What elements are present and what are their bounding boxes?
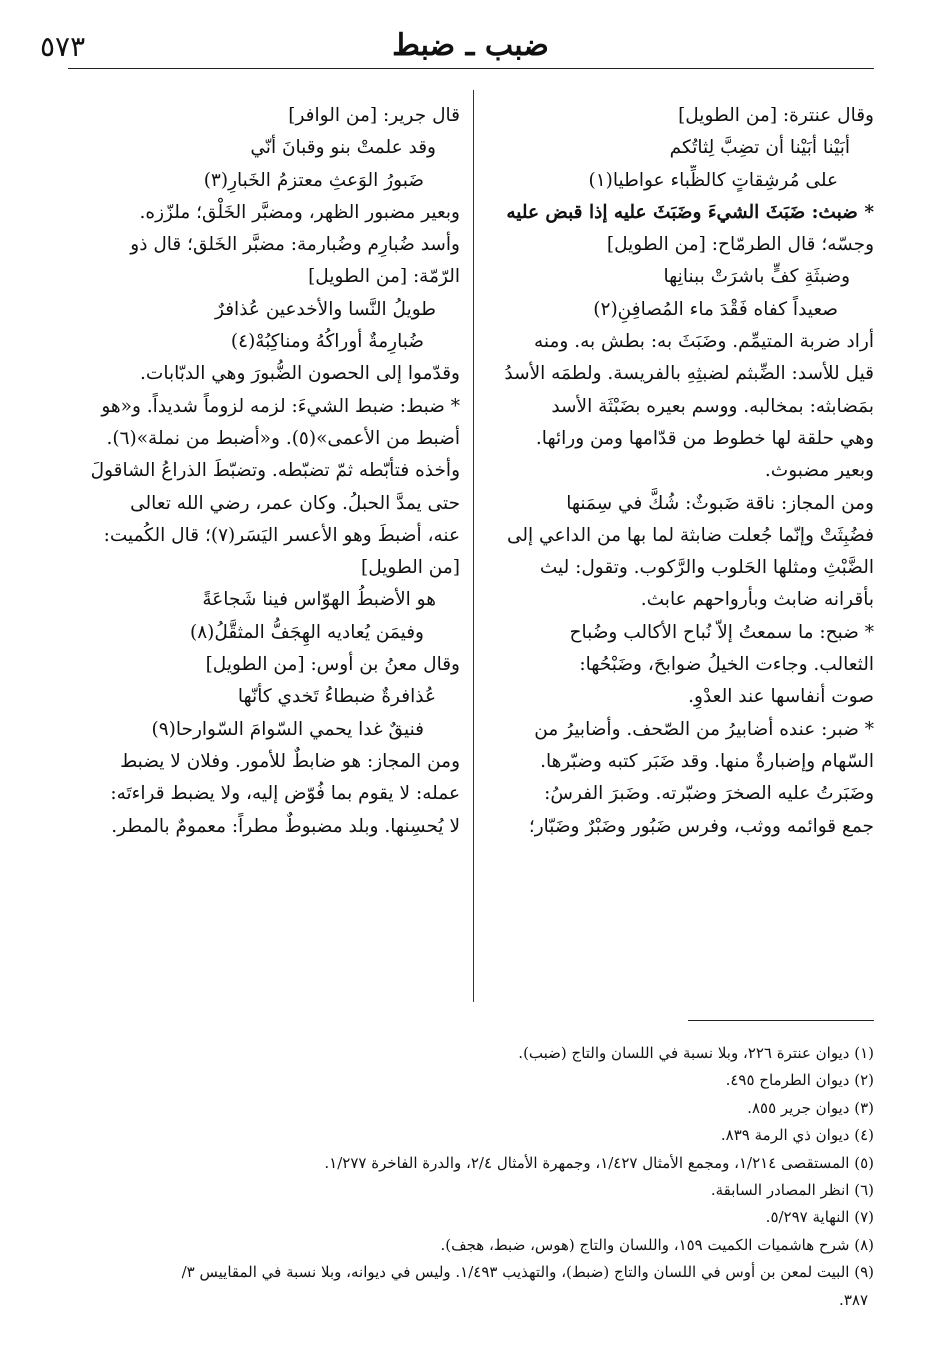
entry-line: * ضبر: عنده أضابيرُ من الصّحف. وأضابيرُ من	[534, 718, 874, 740]
right-column	[486, 100, 874, 843]
footnote: (٢) ديوان الطرماح ٤٩٥.	[725, 1071, 874, 1090]
footnote: (٧) النهاية ٥/٢٩٧.	[765, 1208, 874, 1227]
verse-line: عُذافرةٌ ضبطاءُ تَخدي كأنّها	[237, 686, 436, 708]
text-line: وضَبَرتُ عليه الصخرَ وضبّرته. وضَبرَ الفرسُ:	[544, 783, 874, 805]
text-line: وأسد ضُبارِم وضُبارمة: مضبَّر الخَلق؛ قال ذو	[130, 234, 460, 256]
footnote-rule	[688, 1020, 874, 1021]
verse-line: وقد علمتْ بنو وقبانَ أنّي	[250, 137, 436, 159]
column-divider	[473, 90, 474, 1002]
entry-line: * ضبط: ضبط الشيءَ: لزمه لزوماً شديداً. و«هو	[101, 395, 460, 417]
footnote: (٣) ديوان جرير ٨٥٥.	[747, 1098, 874, 1117]
text-line: بأقرانه ضابث وبأرواحهم عابث.	[640, 589, 874, 611]
text-line: [من الطويل]	[361, 557, 460, 579]
text-line: وقال عنترة: [من الطويل]	[678, 105, 874, 126]
verse-line: ضُبارِمةٌ أوراكُهُ ومناكِبُهْ(٤)	[230, 331, 424, 353]
text-line: جمع قوائمه ووثب، وفرس ضَبُور وضَبْرٌ وضَبّار؛	[528, 815, 874, 837]
text-line: وقدّموا إلى الحصون الضُّبورَ وهي الدبّابات.	[140, 363, 460, 385]
text-line: قال جرير: [من الوافر]	[288, 105, 460, 126]
header-rule	[68, 68, 874, 69]
left-column	[68, 100, 460, 843]
text-line: وقال معنُ بن أوس: [من الطويل]	[205, 654, 460, 676]
text-line: السّهام وإضبارةٌ منها. وقد ضَبَر كتبه وضبّرها.	[540, 750, 874, 772]
entry-line: * ضبح: ما سمعتُ إلاّ نُباح الأكالب وضُباح	[569, 621, 874, 643]
text-line: بمَضابثه: بمخالبه. ووسم بعيره بضَبْثَة الأسد	[551, 395, 874, 417]
text-line: وجسّه؛ قال الطرمّاح: [من الطويل]	[606, 234, 874, 256]
text-line: أراد ضربة المتيمِّم. وضَبَثَ به: بطش به. ومنه	[533, 331, 874, 353]
footnote: (٩) البيت لمعن بن أوس في اللسان والتاج (ضبط)، والتهذيب ١/٤٩٣. وليس في ديوانه، وبلا نسبة في المقاييس ٣/	[181, 1263, 874, 1282]
footnote: (٨) شرح هاشميات الكميت ١٥٩، واللسان والتاج (هوس، ضبط، هجف).	[440, 1235, 874, 1254]
text-line: وبعير مضبور الظهر، ومضبَّر الخَلْق؛ ملزّزه.	[139, 201, 460, 223]
footnote-continuation: ٣٨٧.	[839, 1290, 868, 1309]
verse-line: وفيمَن يُعاديه الهِجَفُّ المثقَّلُ(٨)	[190, 621, 424, 643]
text-line: ومن المجاز: هو ضابطٌ للأمور. وفلان لا يضبط	[120, 750, 460, 772]
verse-line: فنيقٌ غدا يحمي السّوامَ السّوارحا(٩)	[151, 718, 424, 740]
text-line: وهي حلقة لها خطوط من قدّامها ومن ورائها.	[535, 427, 874, 449]
text-line: عنه، أضبطَ وهو الأعسر اليَسَر(٧)؛ قال الكُميت:	[103, 524, 460, 546]
text-line: الضَّبْثِ ومثلها الحَلوب والرَّكوب. وتقول: ليث	[539, 557, 874, 579]
text-line: لا يُحسِنها. وبلد مضبوطٌ مطراً: معمومٌ بالمطر.	[111, 815, 460, 837]
verse-line: ضَبورُ الوَعثِ معتزمُ الخَبارِ(٣)	[203, 169, 424, 191]
footnote: (١) ديوان عنترة ٢٢٦، وبلا نسبة في اللسان والتاج (ضبب).	[518, 1044, 874, 1062]
text-line: وبعير مضبوث.	[764, 460, 874, 482]
verse-line: هو الأضبطُ الهوّاس فينا شَجاعَةً	[202, 589, 436, 611]
running-head: ضبب ـ ضبط	[392, 28, 549, 63]
text-line: صوت أنفاسها عند العدْوِ.	[688, 686, 874, 708]
page-number: ٥٧٣	[40, 30, 86, 63]
verse-line: صعيداً كفاه فَقْدَ ماء المُصافِنِ(٢)	[593, 298, 838, 320]
text-line: وأخذه فتأبّطه ثمّ تضبّطه. وتضبّطَ الذراعُ الشاقولَ	[90, 460, 460, 482]
text-line: الثعالب. وجاءت الخيلُ ضوابحَ، وضَبْحُها:	[579, 654, 874, 676]
text-line: الرّمّة: [من الطويل]	[308, 266, 460, 288]
footnote: (٦) انظر المصادر السابقة.	[710, 1180, 874, 1199]
text-line: أضبط من الأعمى»(٥). و«أضبط من نملة»(٦).	[106, 427, 460, 449]
verse-line: أبَيْنا أبَيْنا أن تضِبَّ لِثاتُكم	[669, 137, 850, 159]
text-line: قيل للأسد: الضِّبثم لضبثِهِ بالفريسة. ولطمَه الأسدُ	[504, 363, 874, 385]
footnotes	[68, 1040, 874, 1314]
verse-line: طويلُ النَّسا والأخدعين عُذافرٌ	[215, 298, 436, 320]
entry-line: * ضبث: ضَبَثَ الشيءَ وضَبَثَ عليه إذا قبض عليه	[506, 201, 874, 223]
text-line: حتى يمدَّ الحبلُ. وكان عمر، رضي الله تعالى	[130, 492, 460, 514]
footnote: (٤) ديوان ذي الرمة ٨٣٩.	[720, 1126, 874, 1145]
text-line: فضُبِثَتْ وإنّما جُعلت ضابثة لما بها من الداعي إلى	[506, 524, 874, 546]
verse-line: على مُرشِقاتٍ كالظِّباء عواطيا(١)	[588, 169, 838, 191]
text-line: ومن المجاز: ناقة ضَبوثٌ: شُكَّ في سِمَنها	[566, 492, 874, 514]
verse-line: وضبثَةِ كفٍّ باشرَتْ ببنانِها	[663, 266, 850, 288]
text-line: عمله: لا يقوم بما فُوّض إليه، ولا يضبط قراءتَه:	[110, 783, 460, 805]
footnote: (٥) المستقصى ١/٢١٤، ومجمع الأمثال ١/٤٢٧، وجمهرة الأمثال ٢/٤، والدرة الفاخرة ١/٢٧٧.	[324, 1153, 874, 1172]
